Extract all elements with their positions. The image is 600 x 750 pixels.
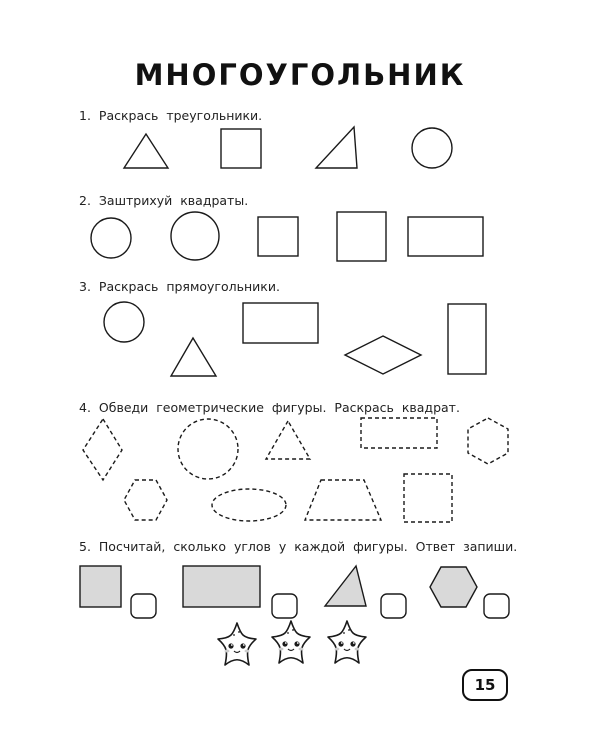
square-shape[interactable]	[258, 217, 298, 256]
circle-shape[interactable]	[171, 212, 219, 260]
gray-square-shape	[80, 566, 121, 607]
task-3-shapes	[104, 302, 486, 376]
dashed-rhombus-shape[interactable]	[83, 419, 122, 480]
triangle-shape[interactable]	[124, 134, 168, 168]
gray-hexagon-shape	[430, 567, 477, 607]
answer-box[interactable]	[381, 594, 406, 618]
dashed-hexagon-shape[interactable]	[468, 418, 508, 464]
answer-box[interactable]	[484, 594, 509, 618]
answer-box[interactable]	[131, 594, 156, 618]
task-5-instruction: 5. Посчитай, сколько углов у каждой фигуры. Ответ запиши.	[79, 539, 518, 554]
dashed-rectangle-shape[interactable]	[361, 418, 437, 448]
page-title: МНОГОУГОЛЬНИК	[134, 58, 466, 92]
triangle-shape[interactable]	[316, 127, 357, 168]
rectangle-shape[interactable]	[408, 217, 483, 256]
rectangle-shape[interactable]	[243, 303, 318, 343]
dashed-trapezoid-shape[interactable]	[305, 480, 381, 520]
star-character-icon	[218, 623, 256, 665]
star-character-icon	[272, 621, 310, 663]
triangle-shape[interactable]	[171, 338, 216, 376]
task-5-shapes	[80, 566, 509, 618]
square-shape[interactable]	[221, 129, 261, 168]
task-3-instruction: 3. Раскрась прямоугольники.	[79, 279, 280, 294]
task-2-shapes	[91, 212, 483, 261]
task-4-instruction: 4. Обведи геометрические фигуры. Раскрась квадрат.	[79, 400, 460, 415]
task-2-instruction: 2. Заштрихуй квадраты.	[79, 193, 249, 208]
task-1-instruction: 1. Раскрась треугольники.	[79, 108, 263, 123]
gray-triangle-shape	[325, 566, 366, 606]
gray-rectangle-shape	[183, 566, 260, 607]
circle-shape[interactable]	[91, 218, 131, 258]
task-4-shapes	[83, 418, 508, 522]
circle-shape[interactable]	[104, 302, 144, 342]
rhombus-shape[interactable]	[345, 336, 421, 374]
page-number-badge	[462, 669, 508, 701]
dashed-hexagon-shape[interactable]	[124, 480, 167, 520]
star-character-icon	[328, 621, 366, 663]
square-shape[interactable]	[337, 212, 386, 261]
page-number: 15	[474, 676, 496, 694]
answer-box[interactable]	[272, 594, 297, 618]
task-1-shapes	[124, 127, 452, 168]
rectangle-shape[interactable]	[448, 304, 486, 374]
circle-shape[interactable]	[412, 128, 452, 168]
dashed-triangle-shape[interactable]	[266, 421, 310, 459]
dashed-square-shape[interactable]	[404, 474, 452, 522]
dashed-circle-shape[interactable]	[178, 419, 238, 479]
dashed-ellipse-shape[interactable]	[212, 489, 286, 521]
